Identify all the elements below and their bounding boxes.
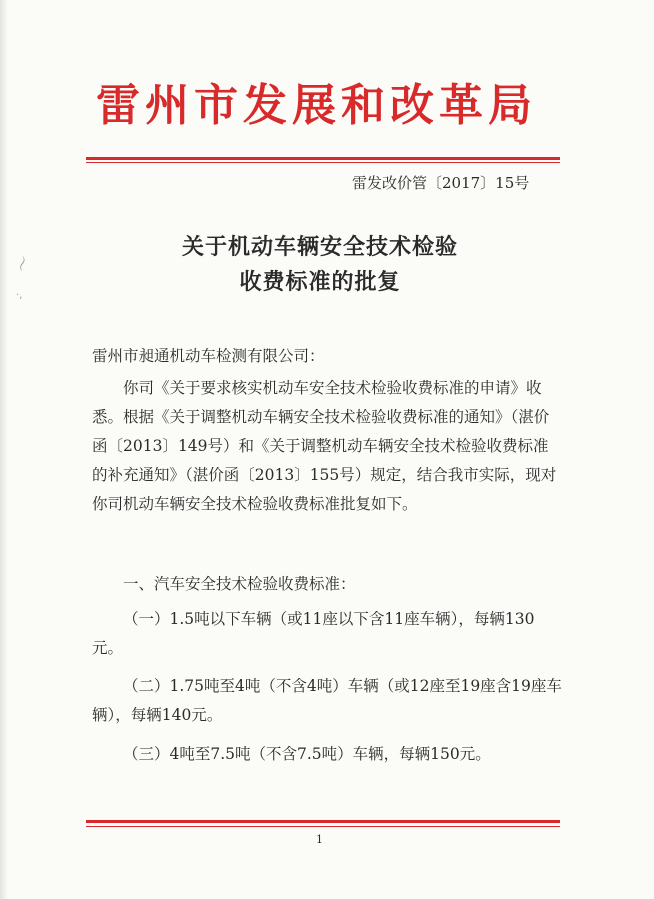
fee-item-3: （三）4吨至7.5吨（不含7.5吨）车辆，每辆150元。	[123, 745, 491, 763]
document-title-line1: 关于机动车辆安全技术检验	[181, 234, 458, 260]
body-paragraph: 你司《关于要求核实机动车安全技术检验收费标准的申请》收悉。根据《关于调整机动车辆安全技术检验收费标准的通知》（湛价函〔2013〕149号）和《关于调整机动车辆安全技术检验收费标准的补充通知》（湛价函〔2013〕155号）规定，结合我市实际，现对你司机动车辆安全技术检验收费标准批复如下。	[92, 379, 557, 513]
header-rule-thin	[86, 162, 560, 163]
page-number: 1	[316, 833, 323, 846]
fee-item-1: （一）1.5吨以下车辆（或11座以下含11座车辆），每辆130元。	[92, 610, 535, 657]
section-heading: 一、汽车安全技术检验收费标准：	[123, 575, 356, 593]
addressee: 雷州市昶通机动车检测有限公司：	[92, 347, 325, 365]
fee-item-2: （二）1.75吨至4吨（不含4吨）车辆（或12座至19座含19座车辆），每辆140元。	[92, 677, 562, 724]
document-number: 雷发改价管〔2017〕15号	[352, 174, 530, 192]
scan-edge	[0, 0, 8, 899]
document-title-line2: 收费标准的批复	[239, 269, 401, 295]
handwritten-mark: 〜	[12, 254, 34, 274]
footer-rule-thin	[86, 826, 560, 827]
header-rule-thick	[86, 157, 560, 160]
footer-rule-thick	[86, 820, 560, 823]
issuer-header: 雷州市发展和改革局	[96, 80, 537, 131]
handwritten-mark-small: ·,	[16, 290, 23, 301]
